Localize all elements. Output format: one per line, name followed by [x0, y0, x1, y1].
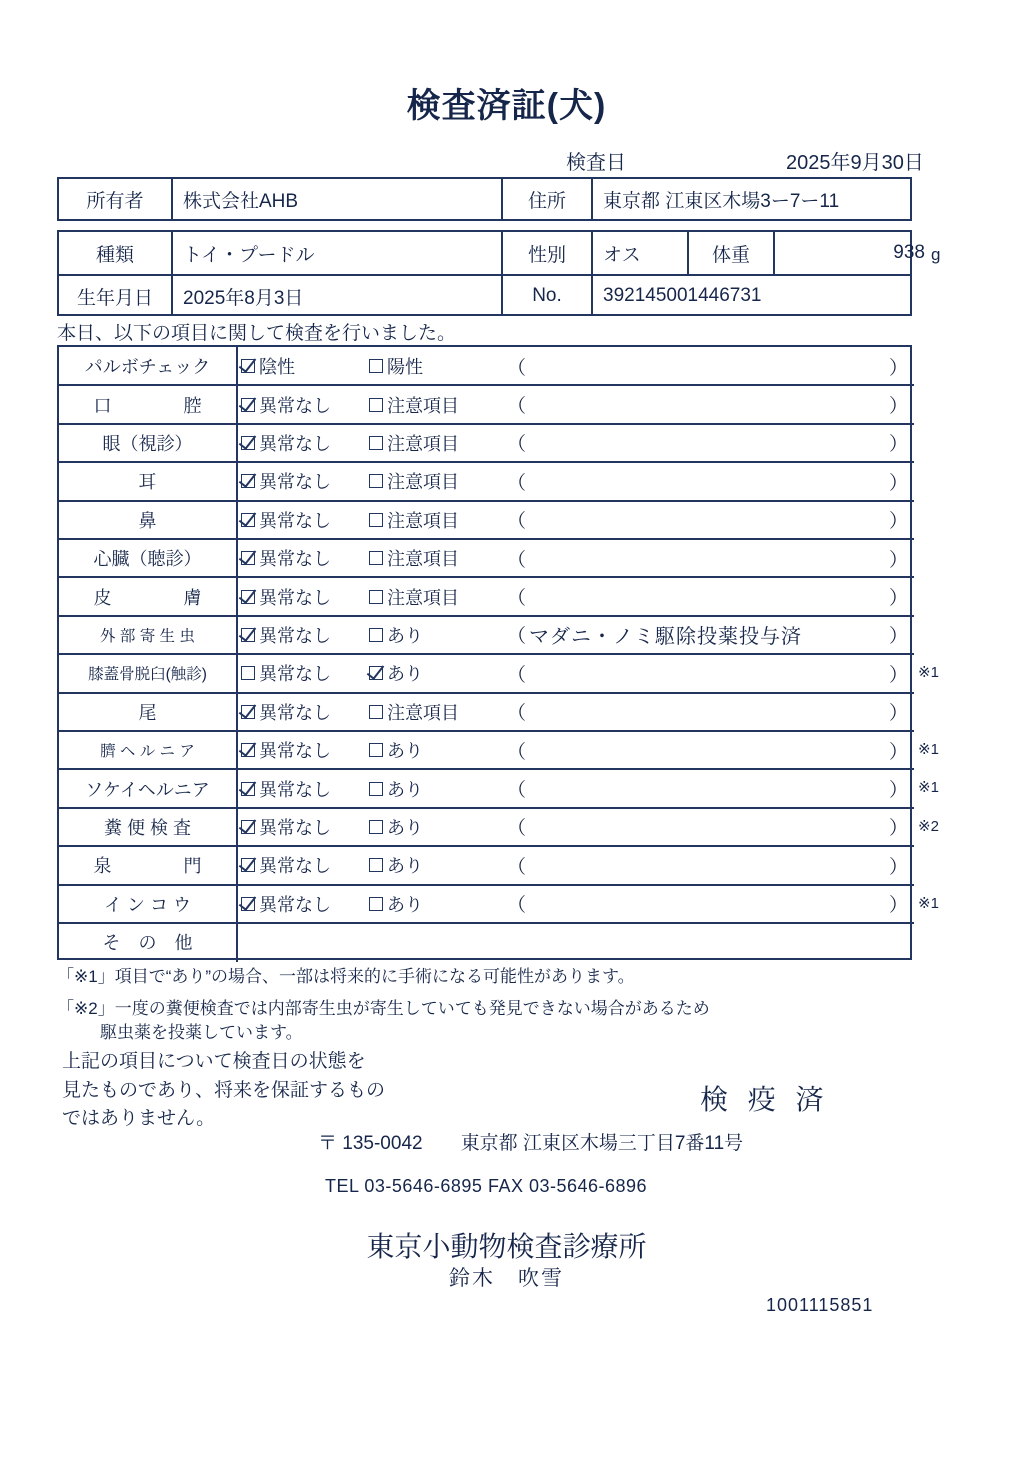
checkbox-icon[interactable] [241, 666, 255, 680]
quarantine-stamp: 検 疫 済 [700, 1084, 830, 1115]
table-row [59, 462, 910, 500]
remark-paren-right: ） [889, 741, 909, 763]
footnote-marker: ※2 [918, 817, 939, 835]
table-row [59, 501, 910, 539]
checkbox-icon[interactable] [369, 820, 383, 834]
remark-text: マダニ・ノミ駆除投薬投与済 [529, 626, 802, 649]
option-2-label: あり [387, 625, 423, 646]
option-1-label: 異常なし [259, 894, 331, 915]
checkbox-option-2[interactable] [369, 885, 423, 923]
birth-value: 2025年8月3日 [183, 287, 304, 309]
checkbox-option-2[interactable] [369, 385, 459, 423]
table-row [59, 385, 910, 423]
remark-paren-left: （ [507, 472, 527, 494]
option-2-label: あり [387, 817, 423, 838]
owner-label: 所有者 [86, 190, 144, 212]
animal-info-table [57, 230, 941, 316]
checkbox-option-2[interactable] [369, 501, 459, 539]
checkbox-icon[interactable] [369, 897, 383, 911]
checkbox-option-2[interactable] [369, 347, 423, 385]
remark-paren-left: （ [507, 434, 527, 456]
checkbox-option-1[interactable] [241, 577, 331, 615]
checkbox-icon[interactable] [369, 705, 383, 719]
remark-paren-right: ） [889, 856, 909, 878]
table-row [59, 885, 910, 923]
table-row [59, 693, 910, 731]
option-1-label: 異常なし [259, 510, 331, 531]
checkbox-option-1[interactable] [241, 539, 331, 577]
remark-paren-right: ） [889, 664, 909, 686]
checkbox-icon[interactable] [241, 398, 255, 412]
owner-value: 株式会社AHB [183, 190, 299, 212]
remark-paren-right: ） [889, 549, 909, 571]
table-row [59, 769, 910, 807]
checkbox-icon[interactable] [241, 436, 255, 450]
option-1-label: 異常なし [259, 817, 331, 838]
clinic-contact: TEL 03-5646-6895 FAX 03-5646-6896 [325, 1176, 648, 1196]
option-2-label: 注意項目 [387, 510, 459, 531]
checkbox-option-1[interactable] [241, 462, 331, 500]
option-2-label: 注意項目 [387, 549, 459, 570]
checkbox-option-1[interactable] [241, 846, 331, 884]
table-row [59, 923, 910, 961]
remark-paren-left: （ [507, 895, 527, 917]
remark-paren-right: ） [889, 780, 909, 802]
checkbox-icon[interactable] [241, 551, 255, 565]
footnote-1: 「※1」項目で“あり”の場合、一部は将来的に手術になる可能性があります。 [57, 967, 635, 986]
remark-paren-right: ） [889, 511, 909, 533]
address-value: 東京都 江東区木場3ー7ー11 [603, 190, 840, 212]
footnote-2-line1: 「※2」一度の糞便検査では内部寄生虫が寄生していても発見できない場合があるため [57, 999, 710, 1018]
item-label: イ ン コ ウ [103, 894, 191, 915]
checkbox-icon[interactable] [369, 398, 383, 412]
checkbox-icon[interactable] [241, 359, 255, 373]
clinic-staff-name: 鈴木 吹雪 [449, 1267, 564, 1290]
table-row [59, 424, 910, 462]
checkbox-icon[interactable] [241, 705, 255, 719]
sex-label: 性別 [527, 244, 566, 266]
clinic-address: 〒 135-0042 東京都 江東区木場三丁目7番11号 [318, 1133, 744, 1154]
checkbox-option-1[interactable] [241, 769, 331, 807]
checkbox-icon[interactable] [369, 590, 383, 604]
remark-paren-left: （ [507, 780, 527, 802]
remark-paren-right: ） [889, 434, 909, 456]
item-label: 膝蓋骨脱臼(触診) [88, 666, 207, 684]
address-label: 住所 [527, 190, 566, 212]
remark-paren-right: ） [889, 588, 909, 610]
option-2-label: 注意項目 [387, 587, 459, 608]
clinic-name: 東京小動物検査診療所 [366, 1231, 647, 1262]
checkbox-option-2[interactable] [369, 462, 459, 500]
item-label: ソケイヘルニア [85, 779, 210, 800]
remark-paren-right: ） [889, 895, 909, 917]
remark-paren-left: （ [507, 856, 527, 878]
item-label: 耳 [138, 472, 157, 493]
remark-paren-right: ） [889, 396, 909, 418]
option-2-label: あり [387, 741, 423, 762]
checkbox-icon[interactable] [369, 551, 383, 565]
weight-value: 938 [893, 242, 925, 263]
checkbox-option-2[interactable] [369, 846, 423, 884]
option-1-label: 異常なし [259, 472, 331, 493]
item-label: パルボチェック [84, 357, 211, 378]
option-1-label: 異常なし [259, 779, 331, 800]
checkbox-option-2[interactable] [369, 731, 423, 769]
option-1-label: 異常なし [259, 856, 331, 877]
remark-paren-left: （ [507, 588, 527, 610]
footnote-marker: ※1 [918, 741, 939, 758]
option-2-label: 注意項目 [387, 395, 459, 416]
remark-paren-right: ） [889, 357, 909, 379]
item-label: 心臓（聴診） [93, 549, 202, 570]
item-label: 外 部 寄 生 虫 [100, 627, 195, 645]
option-1-label: 異常なし [259, 587, 331, 608]
item-label: 皮 膚 [93, 587, 202, 608]
item-label: 臍 ヘ ル ニ ア [100, 743, 195, 761]
option-2-label: あり [387, 779, 423, 800]
remark-paren-left: （ [507, 664, 527, 686]
page-title: 検査済証(犬) [406, 87, 607, 125]
exam-date-label: 検査日 [566, 152, 626, 174]
checkbox-icon[interactable] [369, 474, 383, 488]
inspection-items-table [57, 345, 912, 960]
checkbox-option-1[interactable] [241, 731, 331, 769]
footnote-marker: ※1 [918, 779, 939, 797]
checkbox-icon[interactable] [241, 513, 255, 527]
remark-paren-left: （ [507, 703, 527, 725]
checkbox-icon[interactable] [241, 628, 255, 642]
option-2-label: あり [387, 856, 423, 877]
checkbox-option-1[interactable] [241, 347, 295, 385]
table-row [59, 347, 910, 385]
microchip-no-label: No. [532, 285, 562, 306]
owner-table [57, 177, 912, 221]
checkbox-option-2[interactable] [369, 616, 423, 654]
remark-paren-right: ） [889, 703, 909, 725]
checkbox-option-1[interactable] [241, 424, 331, 462]
checkbox-option-1[interactable] [241, 654, 331, 692]
table-row [59, 539, 910, 577]
option-1-label: 異常なし [259, 433, 331, 454]
checkbox-option-1[interactable] [241, 385, 331, 423]
item-label: 口 腔 [93, 395, 202, 416]
item-label: 糞 便 検 査 [103, 817, 191, 838]
checkbox-icon[interactable] [369, 359, 383, 373]
closing-line-3: ではありません。 [62, 1108, 216, 1129]
intro-text: 本日、以下の項目に関して検査を行いました。 [57, 323, 457, 344]
checkbox-icon[interactable] [241, 897, 255, 911]
table-row [59, 577, 910, 615]
item-label: 眼（視診） [102, 433, 193, 454]
option-2-label: 陽性 [387, 357, 423, 378]
checkbox-icon[interactable] [369, 666, 383, 680]
closing-statement [62, 1048, 385, 1134]
remark-paren-left: （ [507, 626, 527, 648]
option-1-label: 異常なし [259, 625, 331, 646]
document-number: 1001115851 [766, 1295, 874, 1315]
item-label: 泉 門 [93, 856, 202, 877]
remark-paren-right: ） [889, 626, 909, 648]
option-1-label: 異常なし [259, 741, 331, 762]
option-1-label: 異常なし [259, 395, 331, 416]
item-label: 尾 [138, 702, 157, 723]
checkbox-icon[interactable] [241, 858, 255, 872]
exam-date-value: 2025年9月30日 [786, 152, 924, 174]
checkbox-option-1[interactable] [241, 885, 331, 923]
checkbox-option-1[interactable] [241, 808, 331, 846]
checkbox-option-1[interactable] [241, 501, 331, 539]
checkbox-icon[interactable] [369, 436, 383, 450]
option-2-label: 注意項目 [387, 472, 459, 493]
checkbox-option-2[interactable] [369, 577, 459, 615]
sex-value: オス [603, 244, 641, 266]
closing-line-1: 上記の項目について検査日の状態を [62, 1051, 366, 1072]
checkbox-option-1[interactable] [241, 616, 331, 654]
remark-paren-right: ） [889, 472, 909, 494]
checkbox-option-2[interactable] [369, 769, 423, 807]
table-row [59, 731, 910, 769]
microchip-no-value: 392145001446731 [603, 285, 762, 306]
table-row [59, 808, 910, 846]
checkbox-icon[interactable] [369, 858, 383, 872]
option-2-label: あり [387, 664, 423, 685]
remark-paren-left: （ [507, 549, 527, 571]
breed-label: 種類 [95, 244, 134, 266]
weight-label: 体重 [711, 244, 750, 266]
breed-value: トイ・プードル [183, 244, 315, 266]
item-label: 鼻 [138, 510, 157, 531]
item-label: そ の 他 [102, 933, 193, 954]
checkbox-icon[interactable] [369, 628, 383, 642]
weight-unit: g [931, 245, 941, 264]
checkbox-icon[interactable] [369, 782, 383, 796]
remark-paren-left: （ [507, 357, 527, 379]
checkbox-icon[interactable] [241, 820, 255, 834]
remark-paren-left: （ [507, 741, 527, 763]
checkbox-icon[interactable] [241, 590, 255, 604]
remark-paren-left: （ [507, 818, 527, 840]
checkbox-icon[interactable] [369, 743, 383, 757]
checkbox-option-2[interactable] [369, 539, 459, 577]
option-1-label: 異常なし [259, 549, 331, 570]
option-2-label: 注意項目 [387, 702, 459, 723]
footnote-marker: ※1 [918, 894, 939, 912]
birth-label: 生年月日 [76, 287, 153, 309]
checkbox-icon[interactable] [241, 474, 255, 488]
checkbox-icon[interactable] [241, 782, 255, 796]
checkbox-option-2[interactable] [369, 654, 423, 692]
checkbox-option-2[interactable] [369, 693, 459, 731]
footnote-2-line2: 駆虫薬を投薬しています。 [100, 1023, 303, 1042]
remark-paren-left: （ [507, 511, 527, 533]
table-row [59, 654, 910, 692]
option-2-label: あり [387, 894, 423, 915]
remark-paren-right: ） [889, 818, 909, 840]
option-1-label: 異常なし [259, 702, 331, 723]
checkbox-option-2[interactable] [369, 424, 459, 462]
closing-line-2: 見たものであり、将来を保証するもの [62, 1079, 386, 1101]
option-1-label: 陰性 [259, 357, 295, 378]
footnote-marker: ※1 [918, 664, 939, 682]
remark-paren-left: （ [507, 396, 527, 418]
table-row [59, 846, 910, 884]
checkbox-option-2[interactable] [369, 808, 423, 846]
option-2-label: 注意項目 [387, 433, 459, 454]
checkbox-icon[interactable] [241, 743, 255, 757]
option-1-label: 異常なし [259, 664, 331, 685]
checkbox-option-1[interactable] [241, 693, 331, 731]
checkbox-icon[interactable] [369, 513, 383, 527]
table-row [59, 616, 910, 654]
